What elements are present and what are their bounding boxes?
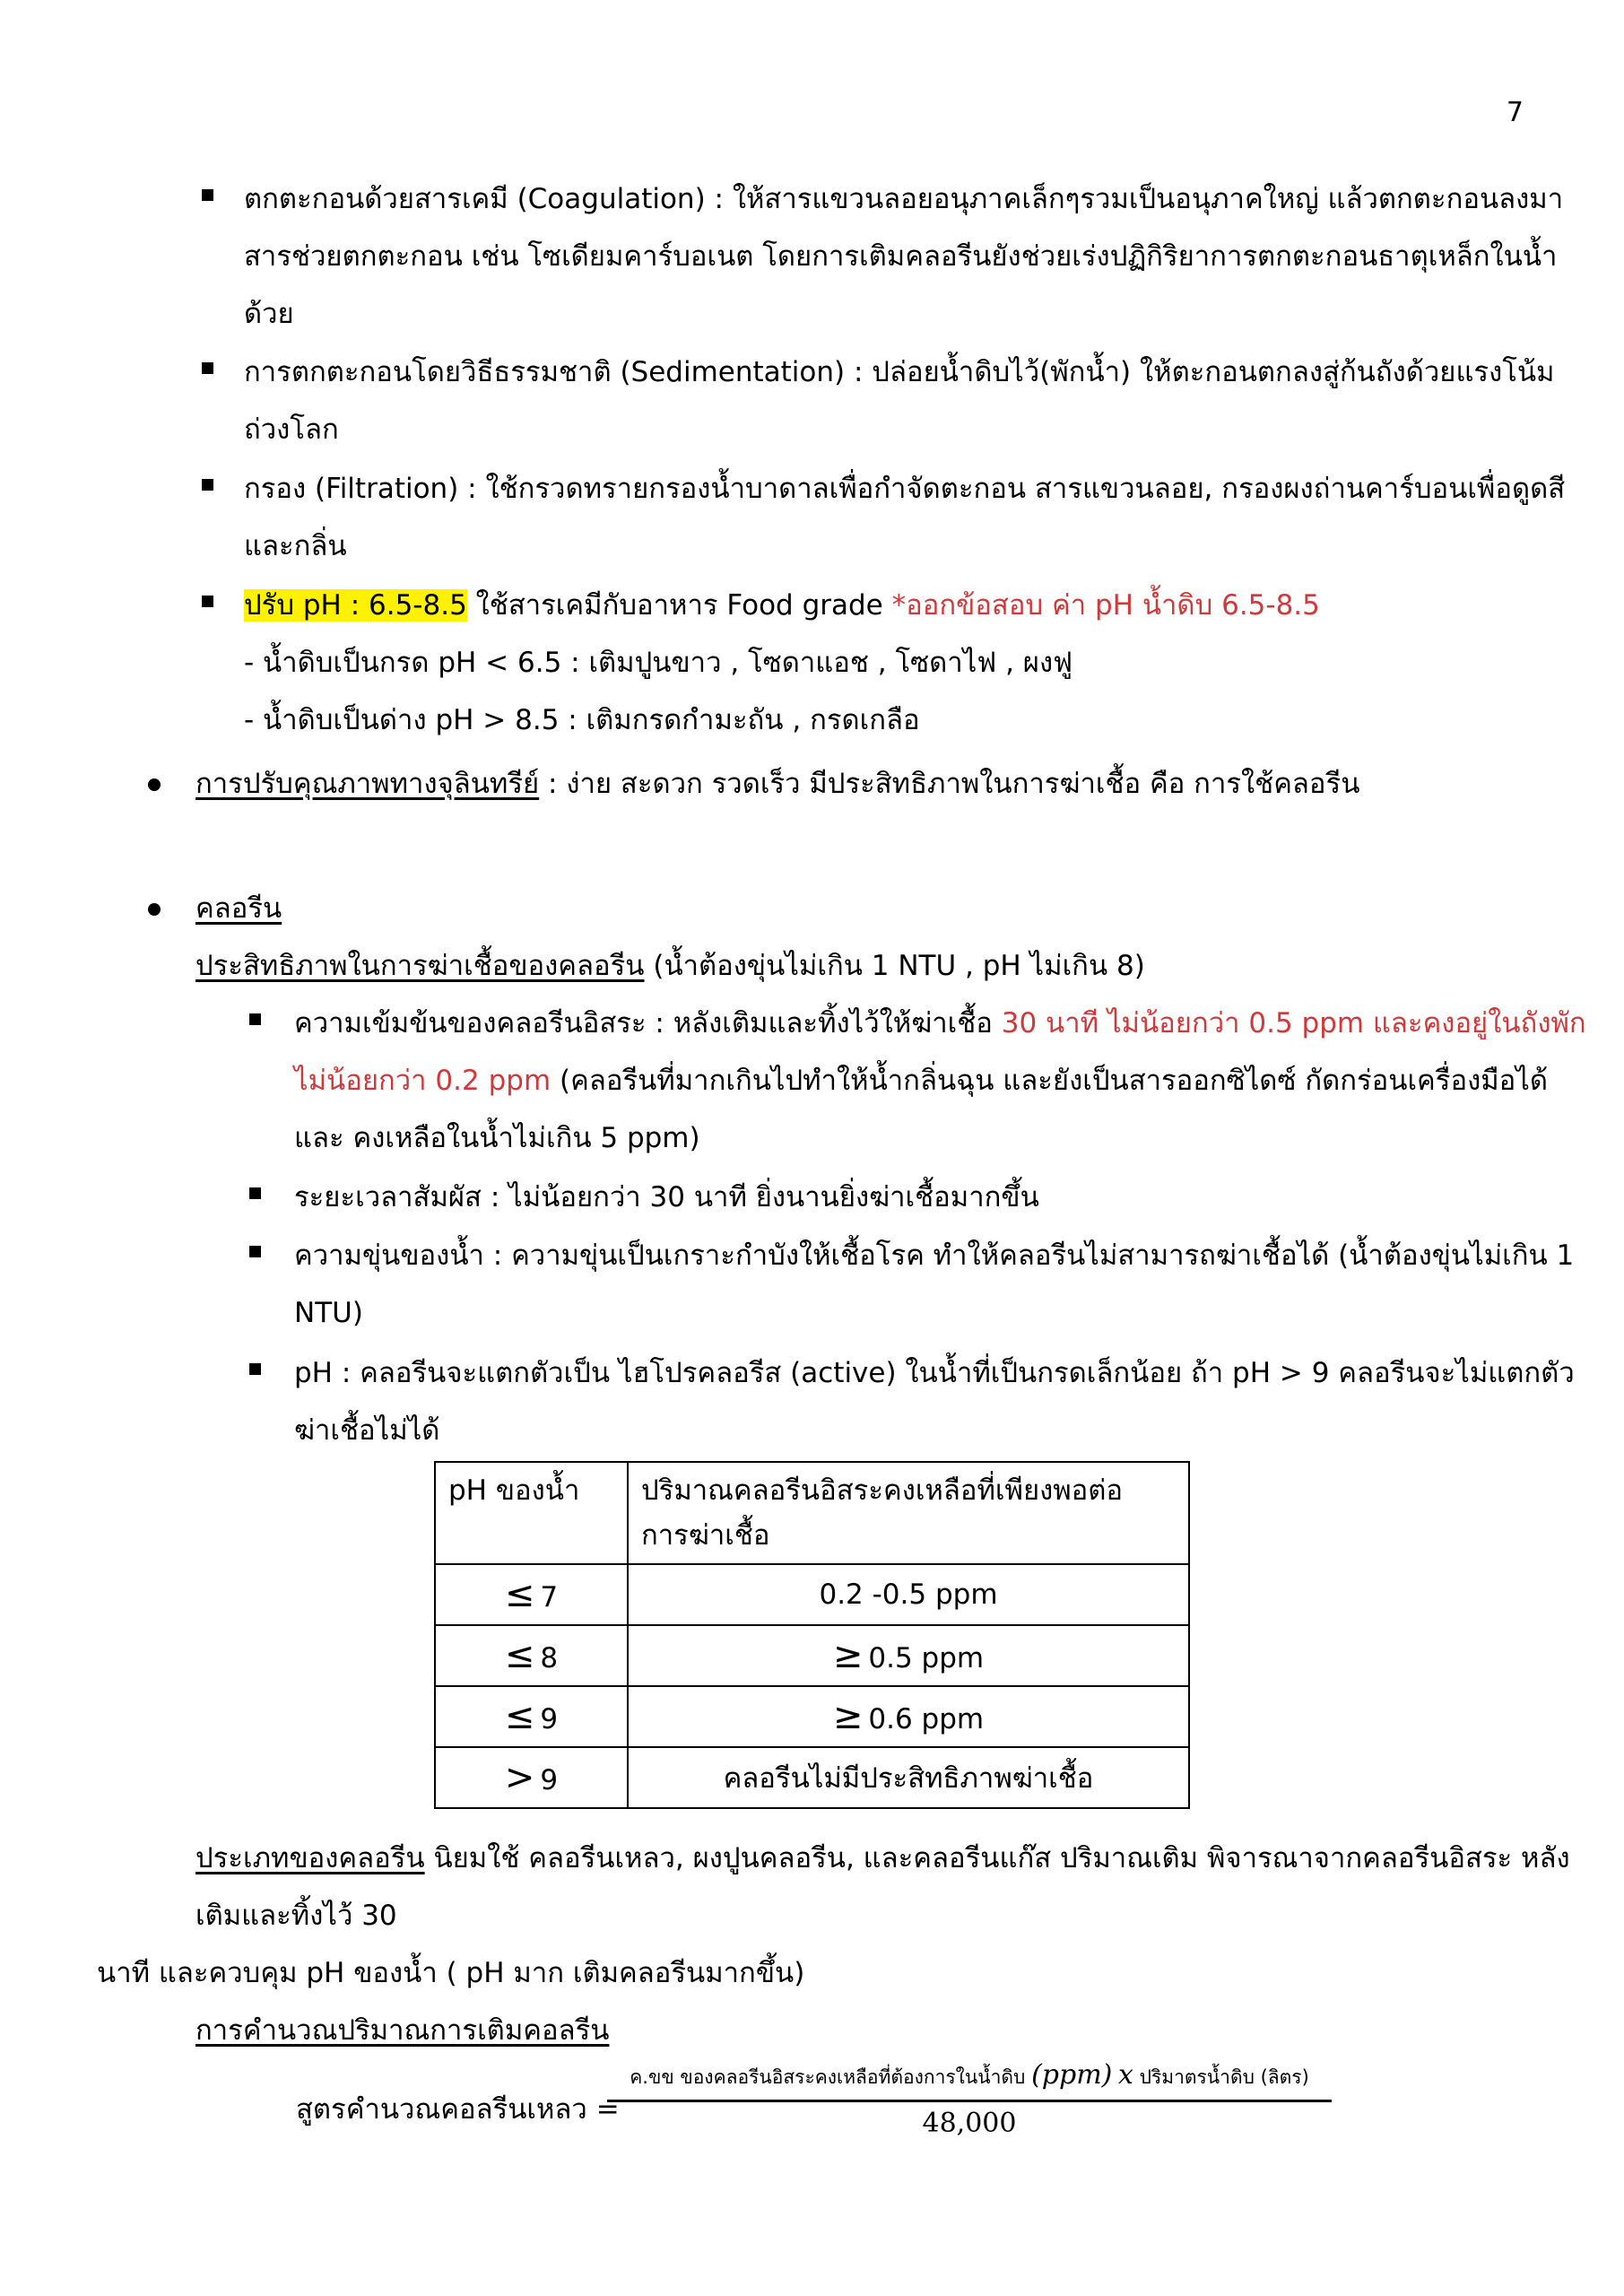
free-chlorine-line-3: และ คงเหลือในน้ำไม่เกิน 5 ppm)	[294, 1122, 700, 1154]
efficacy-title: ประสิทธิภาพในการฆ่าเชื้อของคลอรีน	[195, 950, 645, 982]
table-cell-ph: ≤ 9	[435, 1686, 628, 1747]
table-header-ph: pH ของน้ำ	[435, 1462, 628, 1564]
ph-adjust-line	[244, 586, 1320, 625]
contact-time-line: ระยะเวลาสัมผัส : ไม่น้อยกว่า 30 นาที ยิ่งนานยิ่งฆ่าเชื้อมากขึ้น	[294, 1181, 1039, 1213]
ph-adjust-exam-note: *ออกข้อสอบ ค่า pH น้ำดิบ 6.5-8.5	[891, 589, 1320, 622]
microbial-title: การปรับคุณภาพทางจุลินทรีย์	[195, 768, 540, 800]
calc-title: การคำนวณปริมาณการเติมคอลรีน	[195, 2014, 610, 2047]
table-row	[435, 1564, 1189, 1625]
types-line-3: นาที และควบคุม pH ของน้ำ ( pH มาก เติมคลอรีนมากขึ้น)	[97, 1957, 805, 1989]
formula-label: สูตรคำนวณคอลรีนเหลว =	[296, 2093, 620, 2126]
free-chlorine-line-2: ไม่น้อยกว่า 0.2 ppm (คลอรีนที่มากเกินไปทำให้น้ำกลิ่นฉุน และยังเป็นสารออกซิไดซ์ กัดกร่อนเครื่องมือได้	[294, 1065, 1548, 1097]
efficacy-line	[195, 946, 1145, 986]
table-header-residual: ปริมาณคลอรีนอิสระคงเหลือที่เพียงพอต่อการฆ่าเชื้อ	[628, 1462, 1189, 1564]
table-cell-value: 0.2 -0.5 ppm	[628, 1564, 1189, 1625]
table-row	[435, 1686, 1189, 1747]
ph-line-1: pH : คลอรีนจะแตกตัวเป็น ไฮโปรคลอรีส (active) ในน้ำที่เป็นกรดเล็กน้อย ถ้า pH > 9 คลอรีนจะไม่แตกตัว	[294, 1357, 1575, 1389]
square-bullet-icon	[249, 1013, 261, 1025]
microbial-line	[195, 764, 1359, 804]
ph-acid-line: - น้ำดิบเป็นกรด pH < 6.5 : เติมปูนขาว , โซดาแอช , โซดาไฟ , ผงฟู	[244, 647, 1073, 679]
ph-adjust-text: ใช้สารเคมีกับอาหาร Food grade	[466, 589, 892, 622]
coagulation-line-1: ตกตะกอนด้วยสารเคมี (Coagulation) : ให้สารแขวนลอยอนุภาคเล็กๆรวมเป็นอนุภาคใหญ่ แล้วตกตะกอนลงมา	[244, 183, 1564, 215]
ph-adjust-highlight: ปรับ pH : 6.5-8.5	[244, 589, 467, 622]
sedimentation-line-2: ถ่วงโลก	[244, 413, 339, 446]
square-bullet-icon	[249, 1187, 261, 1199]
page-number: 7	[1506, 97, 1524, 128]
table-cell-value: คลอรีนไม่มีประสิทธิภาพฆ่าเชื้อ	[628, 1747, 1189, 1808]
square-bullet-icon	[249, 1246, 261, 1257]
types-line-1: ประเภทของคลอรีน นิยมใช้ คลอรีนเหลว, ผงปูนคลอรีน, และคลอรีนแก๊ส ปริมาณเติม พิจารณาจากคลอรีนอิสระ หลัง	[195, 1842, 1570, 1874]
ph-line-2: ฆ่าเชื้อไม่ได้	[294, 1414, 440, 1447]
table-cell-ph: ≤ 8	[435, 1625, 628, 1686]
formula-numerator: ค.ขข ของคลอรีนอิสระคงเหลือที่ต้องการในน้ำดิบ (ppm) x ปริมาตรน้ำดิบ (ลิตร)	[630, 2059, 1309, 2091]
chlorine-title: คลอรีน	[195, 892, 282, 925]
round-bullet-icon	[148, 778, 161, 791]
table-row	[435, 1625, 1189, 1686]
ph-base-line: - น้ำดิบเป็นด่าง pH > 8.5 : เติมกรดกำมะถัน , กรดเกลือ	[244, 704, 920, 736]
table-cell-ph: > 9	[435, 1747, 628, 1808]
square-bullet-icon	[202, 189, 213, 201]
coagulation-line-3: ด้วย	[244, 298, 294, 330]
square-bullet-icon	[202, 479, 213, 491]
table-cell-value: ≥ 0.5 ppm	[628, 1625, 1189, 1686]
filtration-line-2: และกลิ่น	[244, 530, 347, 562]
square-bullet-icon	[202, 362, 213, 374]
table-header-row	[435, 1462, 1189, 1564]
table-row	[435, 1747, 1189, 1808]
microbial-text: : ง่าย สะดวก รวดเร็ว มีประสิทธิภาพในการฆ่าเชื้อ คือ การใช้คลอรีน	[539, 768, 1360, 800]
formula-fraction	[607, 2059, 1332, 2139]
types-line-2: เติมและทิ้งไว้ 30	[195, 1900, 397, 1932]
square-bullet-icon	[202, 596, 213, 607]
table-cell-value: ≥ 0.6 ppm	[628, 1686, 1189, 1747]
turbidity-line-1: ความขุ่นของน้ำ : ความขุ่นเป็นเกราะกำบังให้เชื้อโรค ทำให้คลอรีนไม่สามารถฆ่าเชื้อได้ (น้ำต้องขุ่นไม่เกิน 1	[294, 1239, 1575, 1272]
table-cell-ph: ≤ 7	[435, 1564, 628, 1625]
chlorine-ph-table	[434, 1461, 1190, 1809]
turbidity-line-2: NTU)	[294, 1297, 363, 1329]
filtration-line-1: กรอง (Filtration) : ใช้กรวดทรายกรองน้ำบาดาลเพื่อกำจัดตะกอน สารแขวนลอย, กรองผงถ่านคาร์บอนเพื่อดูดสี	[244, 473, 1566, 505]
types-title: ประเภทของคลอรีน	[195, 1842, 425, 1874]
formula-denominator: 48,000	[922, 2108, 1017, 2139]
round-bullet-icon	[148, 903, 161, 916]
coagulation-line-2: สารช่วยตกตะกอน เช่น โซเดียมคาร์บอเนต โดยการเติมคลอรีนยังช่วยเร่งปฏิกิริยาการตกตะกอนธาตุเหล็กในน้ำ	[244, 240, 1558, 273]
free-chlorine-line-1: ความเข้มข้นของคลอรีนอิสระ : หลังเติมและทิ้งไว้ให้ฆ่าเชื้อ 30 นาที ไม่น้อยกว่า 0.5 ppm และคงอยู่ในถังพัก	[294, 1007, 1586, 1039]
square-bullet-icon	[249, 1363, 261, 1375]
efficacy-note: (น้ำต้องขุ่นไม่เกิน 1 NTU , pH ไม่เกิน 8)	[644, 950, 1145, 982]
sedimentation-line-1: การตกตะกอนโดยวิธีธรรมชาติ (Sedimentation) : ปล่อยน้ำดิบไว้(พักน้ำ) ให้ตะกอนตกลงสู่ก้นถังด้วยแรงโน้ม	[244, 356, 1555, 388]
